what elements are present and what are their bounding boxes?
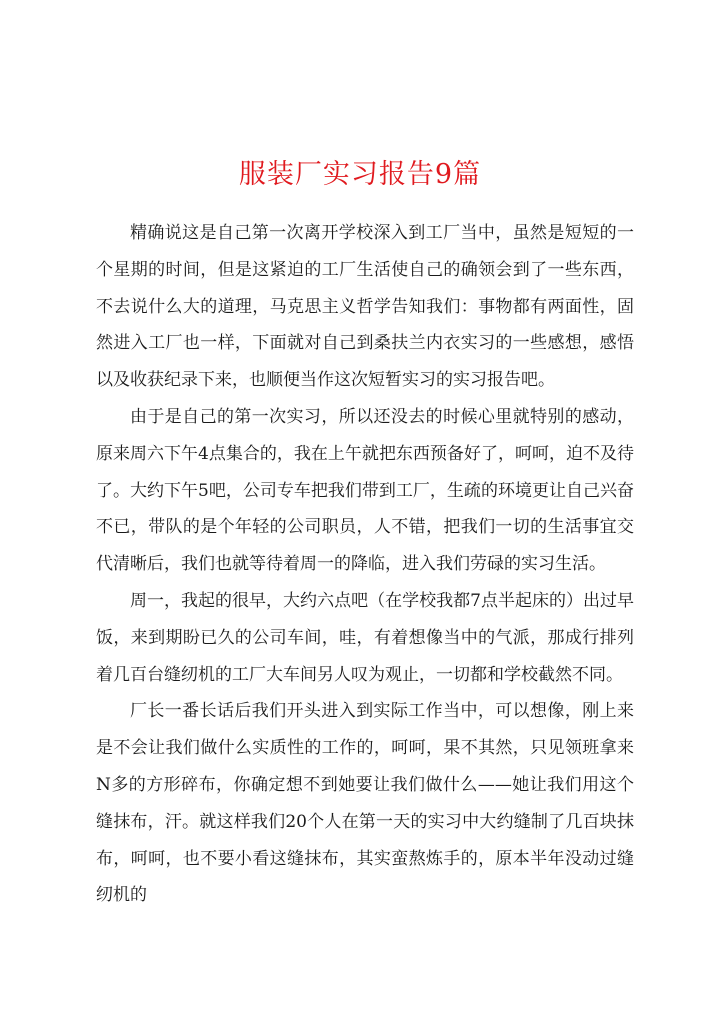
- paragraph-1: 精确说这是自己第一次离开学校深入到工厂当中，虽然是短短的一个星期的时间，但是这紧迫的工厂生活使自己的确领会到了一些东西，不去说什么大的道理，马克思主义哲学告知我们：事物都有两面性，固然进入工厂也一样，下面就对自己到桑扶兰内衣实习的一些感想，感悟以及收获纪录下来，也顺便当作这次短暂实习的实习报告吧。: [96, 223, 634, 391]
- document-title: 服装厂实习报告9篇: [238, 159, 482, 190]
- paragraph-3: 周一，我起的很早，大约六点吧（在学校我都7点半起床的）出过早饭，来到期盼已久的公司车间，哇，有着想像当中的气派，那成行排列着几百台缝纫机的工厂大车间另人叹为观止，一切都和学校截然不同。: [96, 590, 634, 685]
- paragraph-2: 由于是自己的第一次实习，所以还没去的时候心里就特别的感动，原来周六下午4点集合的，我在上午就把东西预备好了，呵呵，迫不及待了。大约下午5吧，公司专车把我们带到工厂，生疏的环境更让自己兴奋不已，带队的是个年轻的公司职员，人不错，把我们一切的生活事宜交代清晰后，我们也就等待着周一的降临，进入我们劳碌的实习生活。: [96, 406, 634, 575]
- paragraph-4: 厂长一番长话后我们开头进入到实际工作当中，可以想像，刚上来是不会让我们做什么实质性的工作的，呵呵，果不其然，只见领班拿来N多的方形碎布，你确定想不到她要让我们做什么——她让我们用这个缝抹布，汗。就这样我们20个人在第一天的实习中大约缝制了几百块抹布，呵呵，也不要小看这缝抹布，其实蛮熬炼手的，原本半年没动过缝纫机的: [96, 701, 634, 906]
- document-body: [96, 215, 634, 914]
